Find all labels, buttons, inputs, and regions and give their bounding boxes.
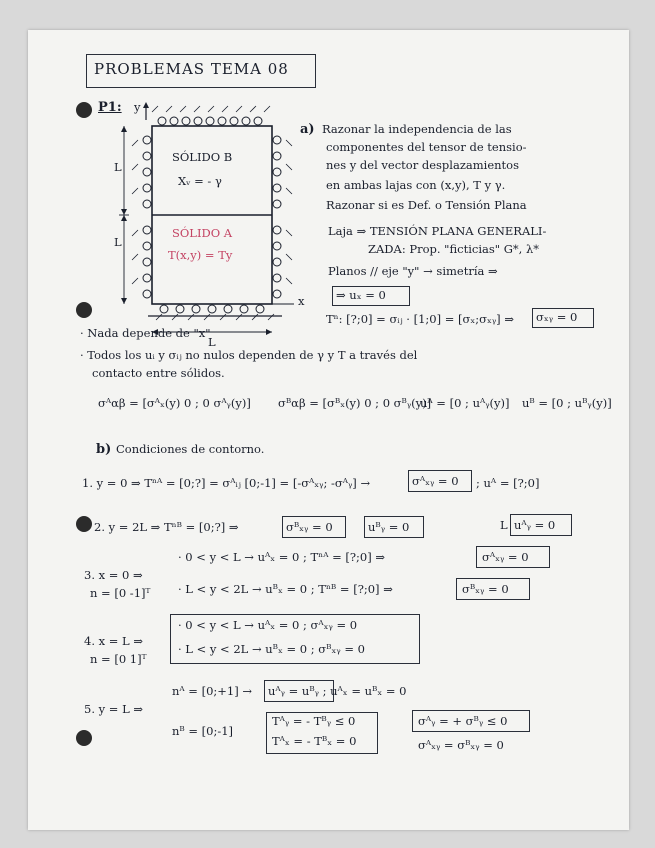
solid-a-label: SÓLIDO A [172,226,233,240]
condition-2: 2. y = 2L ⇒ Tⁿᴮ = [0;?] ⇒ [94,520,239,534]
condition-5-continuity: uᴬᵧ = uᴮᵧ ; uᴬₓ = uᴮₓ = 0 [268,684,407,698]
traction-equation: Tⁿ: [?;0] = σᵢⱼ · [1;0] = [σₓ;σₓᵧ] ⇒ [326,312,514,326]
part-a-line: en ambas lajas con (x,y), T y γ. [326,178,506,192]
laja-line: Laja ⇒ TENSIÓN PLANA GENERALI- [328,224,547,238]
condition-4-b: · L < y < 2L → uᴮₓ = 0 ; σᴮₓᵧ = 0 [178,642,365,656]
condition-4-normal: n = [0 1]ᵀ [90,652,147,666]
part-a-line: nes y del vector desplazamientos [326,158,519,172]
condition-5-normal-a: nᴬ = [0;+1] → [172,684,252,698]
condition-3-b: · L < y < 2L → uᴮₓ = 0 ; Tⁿᴮ = [?;0] ⇒ [178,582,393,596]
binder-hole [76,730,92,746]
page-title: PROBLEMAS TEMA 08 [94,60,289,78]
part-b-heading: Condiciones de contorno. [116,442,265,456]
x-axis-label: x [298,294,305,308]
binder-hole [76,102,92,118]
condition-4-head: 4. x = L ⇒ [84,634,143,648]
condition-5-traction: Tᴬₓ = - Tᴮₓ = 0 [272,734,357,748]
sigma-b-matrix: σᴮαβ = [σᴮₓ(y) 0 ; 0 σᴮᵧ(y)] [278,396,432,410]
solid-a-equation: T(x,y) = Ty [168,248,233,262]
part-a-line: Razonar si es Def. o Tensión Plana [326,198,527,212]
sigma-a-matrix: σᴬαβ = [σᴬₓ(y) 0 ; 0 σᴬᵧ(y)] [98,396,251,410]
displacement-a: uᴬ = [0 ; uᴬᵧ(y)] [420,396,510,410]
ux-result: ⇒ uₓ = 0 [336,288,386,302]
note-line: · Todos los uᵢ y σᵢⱼ no nulos dependen de γ y T a través del [80,348,418,362]
binder-hole [76,302,92,318]
condition-2-note: L [500,518,508,532]
condition-2-result: σᴮₓᵧ = 0 [286,520,333,534]
laja-line: ZADA: Prop. "ficticias" G*, λ* [368,242,539,256]
condition-3-a: · 0 < y < L → uᴬₓ = 0 ; Tⁿᴬ = [?;0] ⇒ [178,550,385,564]
part-a-line: componentes del tensor de tensio- [326,140,527,154]
displacement-b: uᴮ = [0 ; uᴮᵧ(y)] [522,396,612,410]
condition-5-normal-b: nᴮ = [0;-1] [172,724,234,738]
problem-label: P1: [98,100,122,115]
planos-line: Planos // eje "y" → simetría ⇒ [328,264,498,278]
condition-5-stress: σᴬₓᵧ = σᴮₓᵧ = 0 [418,738,504,752]
condition-1-displacement: ; uᴬ = [?;0] [476,476,540,490]
dimension-l-bottom: L [114,235,122,249]
dimension-l-top: L [114,160,122,174]
condition-3-b-result: σᴮₓᵧ = 0 [462,582,509,596]
binder-hole [76,516,92,532]
solid-b-label: SÓLIDO B [172,150,233,164]
condition-3-normal: n = [0 -1]ᵀ [90,586,151,600]
condition-1-result: σᴬₓᵧ = 0 [412,474,459,488]
solids-diagram [96,100,326,340]
part-a-line: Razonar la independencia de las [322,122,512,136]
note-line: · Nada depende de "x" [80,326,211,340]
solid-b-equation: Xᵥ = - γ [178,174,222,188]
part-a-label: a) [300,122,315,137]
condition-5-head: 5. y = L ⇒ [84,702,143,716]
condition-1: 1. y = 0 ⇒ Tⁿᴬ = [0;?] = σᴬᵢⱼ [0;-1] = [-σᴬₓᵧ; -σᴬᵧ] → [82,476,371,490]
part-b-label: b) [96,442,112,457]
dimension-l-horizontal: L [208,335,216,349]
condition-2-result: uᴮᵧ = 0 [368,520,410,534]
condition-4-a: · 0 < y < L → uᴬₓ = 0 ; σᴬₓᵧ = 0 [178,618,358,632]
y-axis-label: y [134,100,141,114]
condition-5-stress: σᴬᵧ = + σᴮᵧ ≤ 0 [418,714,508,728]
note-line: contacto entre sólidos. [92,366,225,380]
condition-2-result: uᴬᵧ = 0 [514,518,556,532]
condition-3-a-result: σᴬₓᵧ = 0 [482,550,529,564]
notebook-page [28,30,629,830]
condition-5-traction: Tᴬᵧ = - Tᴮᵧ ≤ 0 [272,714,356,728]
sxy-result: σₓᵧ = 0 [536,310,578,324]
condition-3-head: 3. x = 0 ⇒ [84,568,143,582]
